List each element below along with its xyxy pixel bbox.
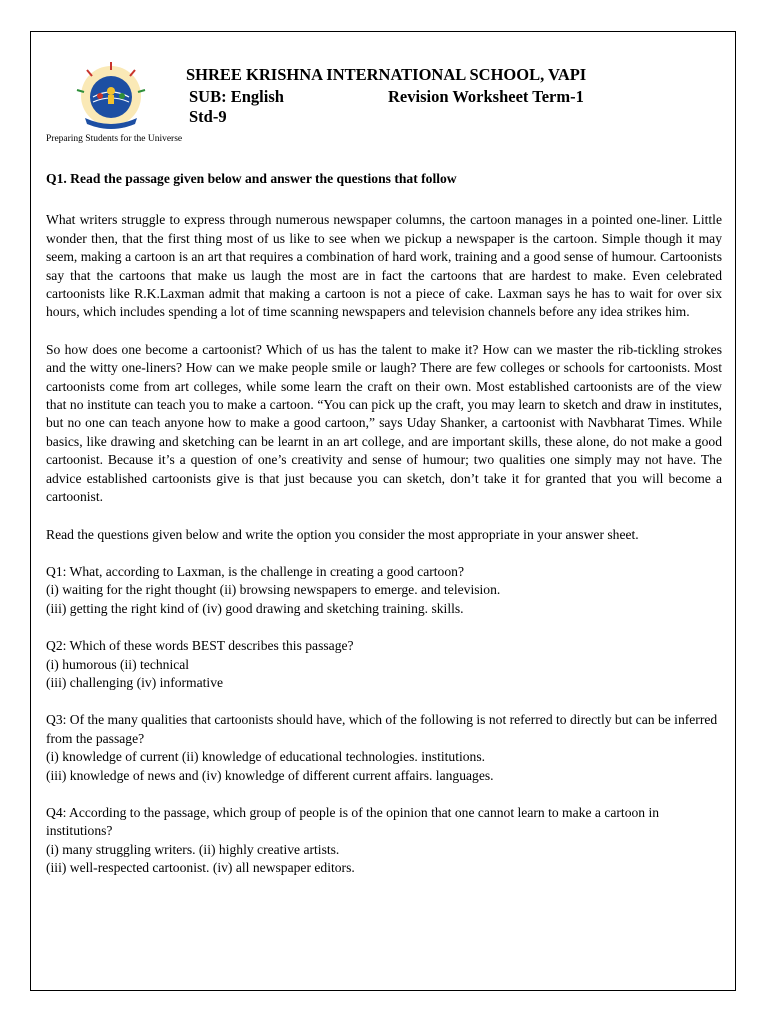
question-options: (iii) getting the right kind of (iv) good drawing and sketching training. skills. xyxy=(46,600,464,616)
worksheet-title: Revision Worksheet Term-1 xyxy=(388,87,584,106)
worksheet-content xyxy=(46,170,722,897)
question-stem: Q3: Of the many qualities that cartoonists should have, which of the following is not referred to directly but can be inferred from the passage? xyxy=(46,712,718,746)
question-options: (iii) well-respected cartoonist. (iv) all newspaper editors. xyxy=(46,860,355,876)
question-1 xyxy=(46,563,722,618)
question-options: (iii) challenging (iv) informative xyxy=(46,674,224,690)
question-3 xyxy=(46,711,722,785)
question-heading: Q1. Read the passage given below and answer the questions that follow xyxy=(46,171,457,186)
school-logo xyxy=(71,60,151,134)
question-options: (i) knowledge of current (ii) knowledge of educational technologies. institutions. xyxy=(46,749,486,765)
question-stem: Q4: According to the passage, which group of people is of the opinion that one cannot learn to make a cartoon in institutions? xyxy=(46,804,660,839)
question-2 xyxy=(46,637,722,692)
question-stem: Q2: Which of these words BEST describes this passage? xyxy=(46,638,354,654)
instructions: Read the questions given below and write the option you consider the most appropriate in your answer sheet. xyxy=(46,526,639,542)
school-tagline: Preparing Students for the Universe xyxy=(46,134,183,144)
question-options: (i) waiting for the right thought (ii) browsing newspapers to emerge. and television. xyxy=(46,582,501,598)
question-options: (i) humorous (ii) technical xyxy=(46,656,190,672)
standard-label: Std-9 xyxy=(189,107,227,126)
question-options: (i) many struggling writers. (ii) highly creative artists. xyxy=(46,841,340,857)
school-name: SHREE KRISHNA INTERNATIONAL SCHOOL, VAPI xyxy=(186,65,587,84)
question-4 xyxy=(46,804,722,878)
subject-label: SUB: English xyxy=(189,87,284,106)
question-options: (iii) knowledge of news and (iv) knowledge of different current affairs. languages. xyxy=(46,767,494,783)
question-stem: Q1: What, according to Laxman, is the challenge in creating a good cartoon? xyxy=(46,563,464,579)
passage-paragraph-1: What writers struggle to express through numerous newspaper columns, the cartoon manages in a pointed one-liner. Little wonder then, that the first thing most of us like to see when we pickup a newspaper is the cartoon. Simple though it may seem, making a cartoon is an art that requires a combination of hard work, training and a good sense of humour. Cartoonists say that the cartoons that make us laugh the most are in fact the cartoons that are hardest to make. Even celebrated cartoonists like R.K.Laxman admit that making a cartoon is not a piece of cake. Laxman says he has to wait for over six hours, which includes spending a lot of time scanning newspapers and television channels before any idea strikes him. xyxy=(46,212,722,320)
passage-paragraph-2: So how does one become a cartoonist? Which of us has the talent to make it? How can we master the rib-tickling strokes and the witty one-liners? How can we make people smile or laugh? There are few colleges or schools for cartoonists. Most cartoonists come from art colleges, while some learn the craft on their own. Most established cartoonists are of the view that no institute can teach you to make a cartoon. “You can pick up the craft, you may learn to sketch and draw in institutes, but no one can teach anyone how to make a good cartoon,” says Uday Shanker, a cartoonist with Navbharat Times. While basics, like drawing and sketching can be learnt in an art college, and are important skills, these alone, do not make a good cartoonist. Because it’s a question of one’s creativity and sense of humour; two qualities one simply may not have. The advice established cartoonists give is that just because you can sketch, don’t take it for granted that you will become a cartoonist. xyxy=(46,341,722,505)
